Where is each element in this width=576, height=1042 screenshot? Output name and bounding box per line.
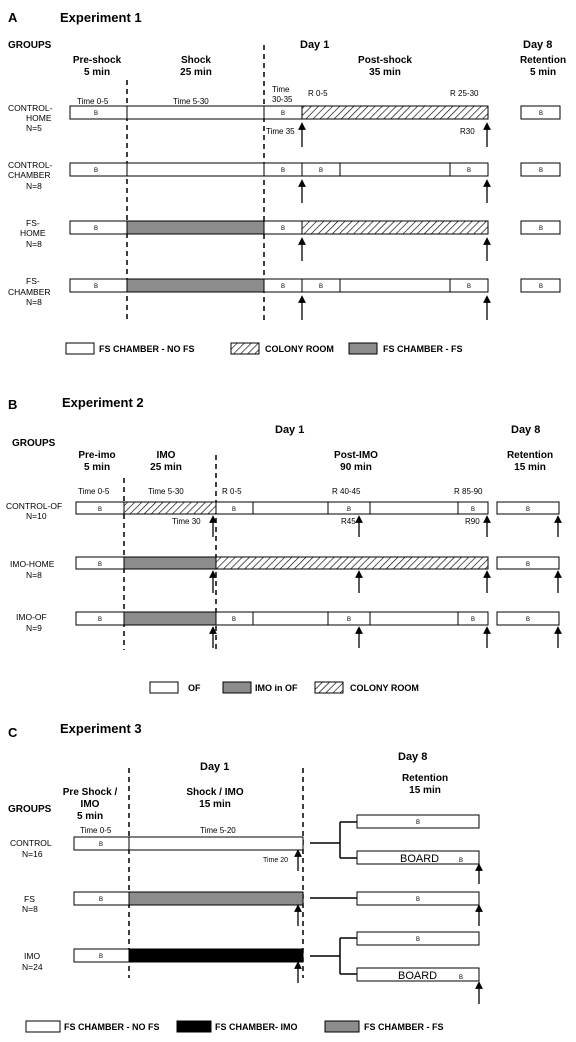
phase-imo-duration: 25 min xyxy=(150,462,182,473)
legend-swatch-colony-room xyxy=(315,682,343,693)
group-name: FS xyxy=(24,894,35,904)
b-marker: B xyxy=(538,111,544,117)
group-name: IMO-OF xyxy=(16,612,47,622)
group-row-fs-home xyxy=(20,218,560,261)
panel-label-c: C xyxy=(8,725,18,740)
b-marker: B xyxy=(538,168,544,174)
b-marker: B xyxy=(318,168,324,174)
segment-fs-chamber-no-fs xyxy=(70,163,127,176)
r-label-last: R 25-30 xyxy=(450,89,479,98)
r-arrow-label: R30 xyxy=(460,127,475,136)
b-marker: B xyxy=(97,617,103,623)
b-marker: B xyxy=(466,168,472,174)
b-marker: B xyxy=(346,507,352,513)
day1-label: Day 1 xyxy=(300,39,330,51)
legend-experiment-1 xyxy=(66,343,463,354)
legend-swatch-imo-in-of xyxy=(223,682,251,693)
legend-experiment-3 xyxy=(26,1021,444,1032)
b-marker: B xyxy=(93,168,99,174)
phase-pre-imo-label: Pre-imo xyxy=(78,450,116,461)
group-n: N=5 xyxy=(26,123,42,133)
phase-retention-label: Retention xyxy=(519,55,567,66)
phase-post-imo-duration: 90 min xyxy=(340,462,372,473)
b-marker: B xyxy=(98,842,104,848)
b-marker: B xyxy=(93,284,99,290)
legend-swatch-of xyxy=(150,682,178,693)
phase-pre-duration: 5 min xyxy=(76,811,104,822)
group-name: CONTROL-OF xyxy=(6,501,63,511)
phase-pre-imo-duration: 5 min xyxy=(83,462,111,473)
group-row-control-home xyxy=(8,103,560,147)
phase-pre-shock-label: Pre-shock xyxy=(72,55,122,66)
time-arrow-label: Time 20 xyxy=(263,857,289,864)
group-name: FS- xyxy=(26,276,40,286)
group-name: HOME xyxy=(20,228,46,238)
b-marker: B xyxy=(525,617,531,623)
day8-label: Day 8 xyxy=(398,751,428,763)
legend-label: IMO in OF xyxy=(255,683,298,693)
board-label: BOARD xyxy=(398,970,438,982)
segment-fs-chamber-no-fs xyxy=(129,837,303,850)
phase-pre-label-2: IMO xyxy=(80,799,100,810)
legend-swatch-colony-room xyxy=(231,343,259,354)
group-n: N=16 xyxy=(22,849,43,859)
time-label-shock: Time 5-30 xyxy=(173,97,209,106)
panel-label-a: A xyxy=(8,10,18,25)
b-marker: B xyxy=(231,617,237,623)
legend-swatch-fs xyxy=(325,1021,359,1032)
b-marker: B xyxy=(470,507,476,513)
groups-header: GROUPS xyxy=(8,804,52,815)
group-row-fs-chamber xyxy=(8,276,560,320)
b-marker: B xyxy=(525,507,531,513)
r45-label: R45 xyxy=(341,517,356,526)
panel-label-b: B xyxy=(8,397,18,412)
legend-label: OF xyxy=(188,683,201,693)
b-marker: B xyxy=(98,954,104,960)
segment-fs-chamber-no-fs xyxy=(127,106,264,119)
board-label: BOARD xyxy=(400,853,440,865)
phase-pre-label: Pre Shock / xyxy=(62,787,118,798)
experiment-2-panel xyxy=(6,395,559,693)
phase-pre-shock-duration: 5 min xyxy=(83,67,111,78)
segment-of xyxy=(370,502,458,514)
legend-label: COLONY ROOM xyxy=(350,683,419,693)
time-label-pre: Time 0-5 xyxy=(80,826,112,835)
group-n: N=10 xyxy=(26,511,47,521)
segment-fs-chamber-no-fs xyxy=(340,279,450,292)
r-label-3: R 85-90 xyxy=(454,487,483,496)
b-marker: B xyxy=(97,562,103,568)
b-marker: B xyxy=(280,111,286,117)
legend-label: COLONY ROOM xyxy=(265,344,334,354)
phase-shock-imo-duration: 15 min xyxy=(199,799,231,810)
phase-imo-label: IMO xyxy=(156,450,176,461)
phase-retention-duration: 15 min xyxy=(409,785,441,796)
b-marker: B xyxy=(459,975,464,981)
experiment-3-panel xyxy=(8,721,479,1032)
phase-shock-duration: 25 min xyxy=(180,67,212,78)
segment-fs-chamber-no-fs xyxy=(70,221,127,234)
r-label-2: R 40-45 xyxy=(332,487,361,496)
segment-fs-chamber-no-fs xyxy=(340,163,450,176)
phase-shock-imo-label: Shock / IMO xyxy=(186,787,244,798)
group-n: N=8 xyxy=(22,904,38,914)
phase-retention-duration: 5 min xyxy=(529,67,557,78)
group-name: CONTROL xyxy=(10,838,52,848)
group-row-fs xyxy=(22,892,479,926)
segment-of xyxy=(370,612,458,625)
b-marker: B xyxy=(459,858,464,864)
segment-fs-chamber-fs xyxy=(127,279,264,292)
group-row-control-of xyxy=(6,501,559,537)
b-marker: B xyxy=(415,897,421,903)
segment-colony-room xyxy=(216,557,488,569)
groups-header: GROUPS xyxy=(12,438,56,449)
group-row-control-chamber xyxy=(8,160,560,203)
b-marker: B xyxy=(318,284,324,290)
time-label-pre: Time 0-5 xyxy=(77,97,109,106)
group-n: N=8 xyxy=(26,181,42,191)
time-arrow-label: Time 30 xyxy=(172,517,201,526)
segment-fs-chamber-imo xyxy=(129,949,303,962)
legend-swatch-imo xyxy=(177,1021,211,1032)
day1-label: Day 1 xyxy=(200,761,230,773)
group-n: N=24 xyxy=(22,962,43,972)
group-name: FS- xyxy=(26,218,40,228)
segment-colony-room xyxy=(124,502,216,514)
legend-swatch-no-fs xyxy=(26,1021,60,1032)
time-label-test: Time xyxy=(272,85,290,94)
day8-label: Day 8 xyxy=(511,424,541,436)
legend-label: FS CHAMBER - FS xyxy=(364,1022,444,1032)
segment-colony-room xyxy=(302,221,488,234)
r-label-first: R 0-5 xyxy=(308,89,328,98)
phase-post-shock-label: Post-shock xyxy=(358,55,412,66)
segment-imo-in-of xyxy=(124,557,216,569)
b-marker: B xyxy=(466,284,472,290)
b-marker: B xyxy=(93,226,99,232)
segment-fs-chamber-fs xyxy=(129,892,303,905)
b-marker: B xyxy=(98,897,104,903)
segment-fs-chamber-fs xyxy=(127,221,264,234)
legend-label: FS CHAMBER- IMO xyxy=(215,1022,298,1032)
legend-swatch-fs xyxy=(349,343,377,354)
b-marker: B xyxy=(415,820,421,826)
segment-of xyxy=(253,612,328,625)
time-arrow-label: Time 35 xyxy=(266,127,295,136)
time-label-shock: Time 5-20 xyxy=(200,826,236,835)
b-marker: B xyxy=(415,937,421,943)
phase-shock-label: Shock xyxy=(180,55,212,66)
b-marker: B xyxy=(280,226,286,232)
segment-fs-chamber-no-fs xyxy=(127,163,264,176)
group-n: N=8 xyxy=(26,239,42,249)
b-marker: B xyxy=(470,617,476,623)
group-n: N=8 xyxy=(26,297,42,307)
b-marker: B xyxy=(97,507,103,513)
legend-label: FS CHAMBER - FS xyxy=(383,344,463,354)
experiment-1-title: Experiment 1 xyxy=(60,10,142,25)
segment-fs-chamber-no-fs xyxy=(70,279,127,292)
group-name: CHAMBER xyxy=(8,287,51,297)
legend-experiment-2 xyxy=(150,682,419,693)
r-label-1: R 0-5 xyxy=(222,487,242,496)
group-name: IMO xyxy=(24,951,41,961)
b-marker: B xyxy=(538,284,544,290)
time-label-pre: Time 0-5 xyxy=(78,487,110,496)
experiment-2-title: Experiment 2 xyxy=(62,395,144,410)
segment-imo-in-of xyxy=(124,612,216,625)
group-name: CHAMBER xyxy=(8,170,51,180)
group-name: CONTROL- xyxy=(8,103,53,113)
segment-of xyxy=(253,502,328,514)
r90-label: R90 xyxy=(465,517,480,526)
group-row-imo-of xyxy=(16,612,559,648)
group-name: HOME xyxy=(26,113,52,123)
phase-retention-label: Retention xyxy=(401,773,449,784)
b-marker: B xyxy=(538,226,544,232)
time-label-test-range: 30-35 xyxy=(272,95,293,104)
legend-label: FS CHAMBER - NO FS xyxy=(99,344,195,354)
legend-label: FS CHAMBER - NO FS xyxy=(64,1022,160,1032)
day1-label: Day 1 xyxy=(275,424,305,436)
groups-header: GROUPS xyxy=(8,40,52,51)
b-marker: B xyxy=(346,617,352,623)
b-marker: B xyxy=(525,562,531,568)
phase-retention-label: Retention xyxy=(506,450,554,461)
group-n: N=8 xyxy=(26,570,42,580)
segment-colony-room xyxy=(302,106,488,119)
day8-label: Day 8 xyxy=(523,39,553,51)
experiment-3-title: Experiment 3 xyxy=(60,721,142,736)
b-marker: B xyxy=(280,284,286,290)
group-name: CONTROL- xyxy=(8,160,53,170)
phase-post-shock-duration: 35 min xyxy=(369,67,401,78)
b-marker: B xyxy=(280,168,286,174)
experiment-1-panel xyxy=(8,10,566,354)
group-row-imo xyxy=(22,932,479,1004)
b-marker: B xyxy=(231,507,237,513)
b-marker: B xyxy=(93,111,99,117)
segment-fs-chamber-no-fs xyxy=(70,106,127,119)
legend-swatch-no-fs xyxy=(66,343,94,354)
group-n: N=9 xyxy=(26,623,42,633)
group-row-imo-home xyxy=(10,557,559,593)
phase-retention-duration: 15 min xyxy=(514,462,546,473)
group-name: IMO-HOME xyxy=(10,559,55,569)
phase-post-imo-label: Post-IMO xyxy=(334,450,378,461)
time-label-imo: Time 5-30 xyxy=(148,487,184,496)
